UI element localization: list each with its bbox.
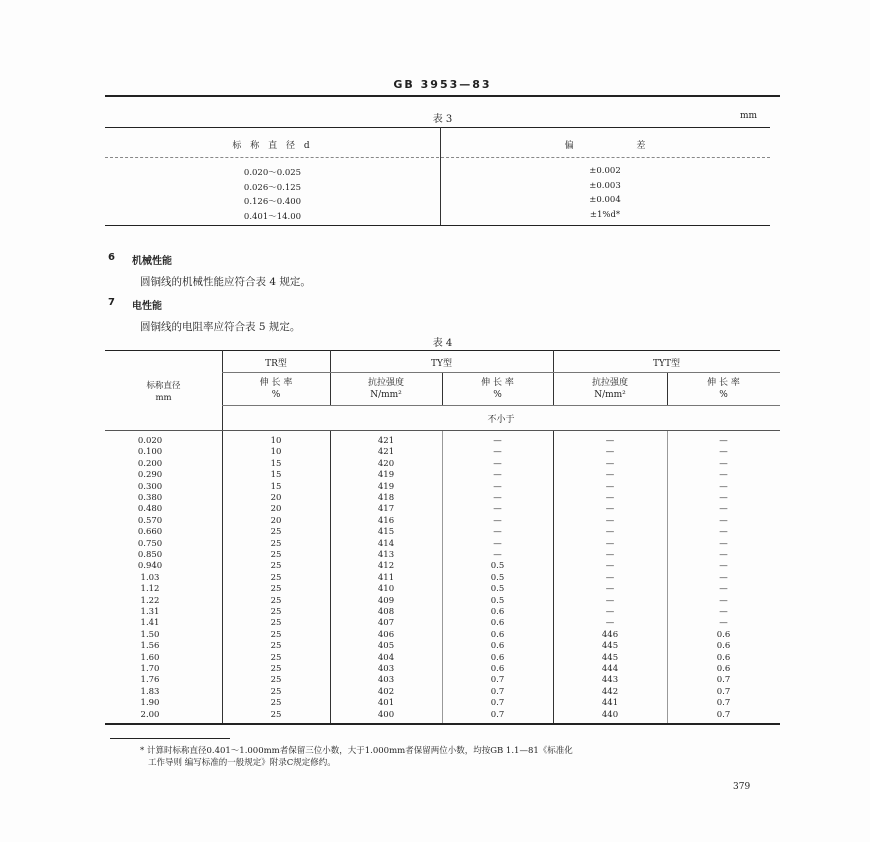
table4-cell-ty-elongation: — (493, 550, 502, 560)
table4-row (105, 698, 780, 709)
table4-cell-ty-tensile: 416 (377, 515, 395, 526)
table4-cell-tyt-elongation: — (719, 470, 728, 481)
table3-cell-deviation: ±0.002 (589, 166, 621, 176)
table4-cell-ty-elongation: — (493, 447, 502, 458)
table4-cell-tyt-tensile: — (605, 572, 615, 583)
table4-cell-tyt-tensile: — (605, 527, 615, 538)
table4-cell-tyt-elongation: 0.7 (716, 698, 731, 709)
table4-cell-tyt-tensile: — (605, 538, 615, 549)
table4-cell-ty-elongation: — (493, 504, 502, 515)
table4-cell-ty-elongation: — (493, 515, 502, 526)
table4-cell-tyt-elongation: — (719, 572, 728, 583)
table4-cell-tyt-elongation: — (719, 447, 728, 458)
table4-cell-diameter: 1.83 (140, 686, 160, 697)
table4-group-tyt: TYT型 (653, 359, 680, 369)
table4-min-label: 不小于 (487, 415, 515, 425)
table4-ty-tensile: 抗拉强度 N/mm² (367, 378, 404, 400)
table4-cell-tr-elongation: 25 (270, 572, 282, 583)
table4-cell-tyt-elongation: 0.7 (716, 675, 731, 686)
table4-tyt-tensile: 抗拉强度 N/mm² (591, 378, 628, 400)
table4-cell-tr-elongation: 20 (270, 504, 282, 515)
table4-cell-tyt-elongation: — (719, 607, 728, 617)
section6-number: 6 (108, 252, 115, 263)
table4-cell-tyt-tensile: 446 (601, 629, 619, 640)
table4-cell-diameter: 1.22 (140, 595, 160, 606)
table4-cell-ty-elongation: 0.5 (490, 584, 505, 595)
table4-cell-ty-tensile: 404 (377, 652, 395, 663)
table4-cell-ty-tensile: 406 (377, 629, 395, 640)
table4-cell-tyt-elongation: 0.6 (716, 664, 731, 674)
table4-cell-diameter: 0.850 (137, 550, 163, 560)
table4-cell-tyt-elongation: — (719, 550, 728, 560)
table4-cell-tyt-elongation: — (719, 584, 728, 595)
table4-row (105, 675, 780, 686)
table4-cell-ty-tensile: 414 (377, 538, 395, 549)
table4-cell-diameter: 2.00 (140, 709, 160, 720)
section6-title: 机械性能 (132, 256, 172, 267)
table3-cell-diameter: 0.020～0.025 (243, 168, 302, 178)
table4-cell-ty-elongation: — (493, 458, 502, 469)
table4-row (105, 618, 780, 629)
table4-cell-tyt-elongation: 0.7 (716, 686, 731, 697)
table4-cell-ty-elongation: — (493, 481, 502, 492)
table4-cell-tr-elongation: 25 (270, 641, 282, 652)
table4-cell-ty-tensile: 409 (377, 595, 395, 606)
table4-row (105, 573, 780, 584)
table4-cell-tr-elongation: 20 (270, 515, 282, 526)
table4-cell-tyt-elongation: — (719, 527, 728, 538)
table4-cell-tyt-elongation: 0.6 (716, 652, 731, 663)
table4-cell-ty-elongation: 0.7 (490, 698, 505, 709)
table4-cell-ty-tensile: 408 (377, 607, 395, 617)
table4-cell-ty-tensile: 412 (377, 561, 395, 572)
table4-row (105, 539, 780, 550)
table3-cell-diameter: 0.026～0.125 (243, 182, 302, 193)
table4-cell-tyt-elongation: — (719, 515, 728, 526)
table4-cell-ty-elongation: 0.6 (490, 664, 505, 674)
table4-cell-tr-elongation: 25 (270, 527, 282, 538)
table4-cell-diameter: 0.020 (137, 436, 163, 446)
table3-cell-deviation: ±0.003 (589, 180, 621, 191)
table4-cell-ty-elongation: 0.6 (490, 641, 505, 652)
table4-cell-tyt-tensile: — (605, 607, 615, 617)
table4-cell-ty-elongation: 0.7 (490, 709, 505, 720)
table4-cell-tyt-elongation: — (719, 595, 728, 606)
table4-cell-ty-tensile: 415 (377, 527, 395, 538)
table4-tyt-elongation: 伸 长 率 % (707, 378, 740, 400)
table4-cell-tyt-tensile: 444 (601, 664, 619, 674)
table4-cell-ty-tensile: 403 (377, 675, 395, 686)
table4-group-tr: TR型 (265, 359, 287, 369)
table4-cell-tyt-tensile: — (605, 561, 615, 572)
table4-cell-tr-elongation: 25 (270, 686, 282, 697)
table4-cell-diameter: 1.76 (140, 675, 160, 686)
table4-cell-diameter: 1.31 (140, 607, 160, 617)
footnote-line2: 工作导则 编写标准的一般规定》附录C规定修约。 (148, 758, 336, 768)
table4-cell-tyt-elongation: — (719, 436, 728, 446)
table4-cell-tr-elongation: 25 (270, 652, 282, 663)
table4-cell-tyt-tensile: 443 (601, 675, 619, 686)
table4-cell-ty-elongation: 0.6 (490, 607, 505, 617)
table4-row (105, 493, 780, 504)
table4-row (105, 664, 780, 675)
section7-text: 圆铜线的电阻率应符合表 5 规定。 (140, 321, 301, 333)
table4-cell-tr-elongation: 10 (270, 436, 282, 446)
table4-cell-diameter: 0.300 (137, 481, 163, 492)
table4-cell-tyt-tensile: — (605, 436, 615, 446)
table4-row (105, 596, 780, 607)
table4-cell-tyt-elongation: — (719, 493, 728, 503)
table4-cell-ty-tensile: 418 (377, 493, 395, 503)
table4-cell-tyt-tensile: — (605, 493, 615, 503)
table4-cell-ty-elongation: 0.7 (490, 686, 505, 697)
table4-cell-tyt-tensile: 442 (601, 686, 619, 697)
table4-cell-ty-tensile: 421 (377, 447, 395, 458)
table4-cell-tyt-tensile: — (605, 515, 615, 526)
table4-cell-tyt-tensile: — (605, 618, 615, 629)
table4-group-ty: TY型 (431, 359, 452, 369)
table4-cell-diameter: 1.90 (140, 698, 160, 709)
table4-cell-tr-elongation: 25 (270, 664, 282, 674)
table4-row (105, 447, 780, 458)
table4-cell-tr-elongation: 25 (270, 709, 282, 720)
table4-cell-diameter: 0.750 (137, 538, 163, 549)
table4-cell-ty-tensile: 400 (377, 709, 395, 720)
table4-rule (222, 405, 780, 406)
table4-cell-ty-elongation: — (493, 470, 502, 481)
section7-number: 7 (108, 297, 115, 308)
table4-cell-ty-tensile: 407 (377, 618, 395, 629)
table4-cell-tyt-elongation: — (719, 481, 728, 492)
table4-cell-tr-elongation: 25 (270, 550, 282, 560)
table4-cell-tyt-elongation: 0.7 (716, 709, 731, 720)
table3-bottom-rule (105, 225, 770, 226)
table4-tr-elongation: 伸 长 率 % (259, 378, 293, 400)
table4-cell-tyt-elongation: 0.6 (716, 629, 731, 640)
table4-cell-ty-tensile: 419 (377, 481, 395, 492)
table4-cell-diameter: 1.50 (140, 629, 160, 640)
table4-title: 表 4 (432, 338, 453, 349)
table4-cell-diameter: 1.56 (140, 641, 160, 652)
table4-cell-tyt-tensile: — (605, 504, 615, 515)
table3-col-diameter: 标 称 直 径 d (232, 141, 313, 151)
table4-row (105, 504, 780, 515)
table4-row (105, 550, 780, 561)
table4-cell-ty-elongation: 0.5 (490, 561, 505, 572)
table4-cell-ty-tensile: 419 (377, 470, 395, 481)
footnote-line1: * 计算时标称直径0.401～1.000mm者保留三位小数，大于1.000mm者保留两位小数，均按GB 1.1—81《标准化 (140, 746, 573, 756)
table4-row (105, 436, 780, 447)
table4-cell-tyt-tensile: — (605, 458, 615, 469)
table4-cell-tyt-elongation: — (719, 504, 728, 515)
table4-rule (222, 372, 780, 373)
table3-top-rule (105, 127, 770, 128)
table4-cell-diameter: 0.940 (137, 561, 163, 572)
table4-cell-tr-elongation: 25 (270, 618, 282, 629)
table4-cell-tr-elongation: 20 (270, 493, 282, 503)
table4-cell-diameter: 0.660 (137, 527, 163, 538)
table4-row (105, 470, 780, 481)
table4-cell-tyt-elongation: — (719, 618, 728, 629)
table4-cell-tyt-elongation: — (719, 538, 728, 549)
table4-bottom-rule (105, 723, 780, 725)
table4-cell-ty-tensile: 421 (377, 436, 395, 446)
table4-cell-ty-tensile: 411 (377, 572, 395, 583)
table3-col-deviation: 偏 差 (564, 141, 646, 151)
table4-cell-tr-elongation: 25 (270, 607, 282, 617)
table4-cell-ty-elongation: 0.6 (490, 618, 505, 629)
table4-cell-ty-tensile: 405 (377, 641, 395, 652)
table4-cell-ty-tensile: 403 (377, 664, 395, 674)
table4-cell-ty-elongation: — (493, 436, 502, 446)
table4-cell-diameter: 1.03 (140, 572, 160, 583)
table4-cell-tr-elongation: 15 (270, 481, 282, 492)
table4-cell-diameter: 1.12 (140, 584, 160, 595)
table4-cell-ty-elongation: 0.5 (490, 572, 505, 583)
table4-cell-tyt-tensile: — (605, 470, 615, 481)
table4-cell-tyt-tensile: — (605, 481, 615, 492)
table4-cell-tyt-tensile: — (605, 447, 615, 458)
table4-cell-tyt-tensile: — (605, 595, 615, 606)
table4-cell-tr-elongation: 15 (270, 470, 282, 481)
page-number: 379 (733, 782, 751, 792)
table3-unit: mm (740, 111, 758, 121)
table4-row (105, 482, 780, 493)
table4-top-rule (105, 350, 780, 351)
table4-cell-diameter: 0.380 (137, 493, 163, 503)
table4-cell-ty-elongation: 0.5 (490, 595, 505, 606)
table4-ty-elongation: 伸 长 率 % (481, 378, 514, 400)
section6-text: 圆铜线的机械性能应符合表 4 规定。 (140, 276, 311, 288)
table4-cell-tyt-tensile: 445 (601, 652, 619, 663)
table4-cell-tyt-elongation: — (719, 458, 728, 469)
table3-title: 表 3 (432, 114, 453, 125)
table4-cell-tr-elongation: 25 (270, 538, 282, 549)
table4-cell-tyt-elongation: 0.6 (716, 641, 731, 652)
table4-row (105, 653, 780, 664)
table4-cell-ty-tensile: 420 (377, 458, 395, 469)
table3-cell-deviation: ±1%d* (589, 209, 621, 220)
table3-header-rule (105, 157, 770, 158)
table4-cell-tyt-elongation: — (719, 561, 728, 572)
table4-cell-ty-elongation: 0.6 (490, 652, 505, 663)
table4-cell-diameter: 0.570 (137, 515, 163, 526)
header-rule (105, 95, 780, 97)
table4-cell-ty-tensile: 410 (377, 584, 395, 595)
table4-cell-ty-elongation: — (493, 527, 502, 538)
table4-cell-tr-elongation: 25 (270, 629, 282, 640)
table4-row (105, 561, 780, 572)
table4-row (105, 630, 780, 641)
table4-cell-diameter: 0.100 (137, 447, 163, 458)
table4-cell-diameter: 0.480 (137, 504, 163, 515)
table4-cell-diameter: 0.290 (137, 470, 163, 481)
table4-row (105, 641, 780, 652)
table4-cell-ty-elongation: — (493, 493, 502, 503)
table4-cell-tyt-tensile: — (605, 584, 615, 595)
table4-cell-ty-elongation: 0.6 (490, 629, 505, 640)
table4-cell-ty-tensile: 417 (377, 504, 395, 515)
table4-cell-tr-elongation: 25 (270, 595, 282, 606)
table4-col-diameter: 标称直径 mm (146, 381, 181, 403)
table4-cell-tr-elongation: 25 (270, 698, 282, 709)
table3-cell-diameter: 0.401～14.00 (243, 211, 302, 222)
table4-cell-tr-elongation: 25 (270, 561, 282, 572)
table4-row (105, 607, 780, 618)
table4-row (105, 459, 780, 470)
table4-cell-ty-elongation: 0.7 (490, 675, 505, 686)
table4-row (105, 516, 780, 527)
table4-header-rule (105, 430, 780, 431)
table4-cell-diameter: 1.70 (140, 664, 160, 674)
table4-row (105, 710, 780, 721)
table4-cell-ty-tensile: 401 (377, 698, 395, 709)
table4-cell-tr-elongation: 15 (270, 458, 282, 469)
table4-cell-tyt-tensile: — (605, 550, 615, 560)
table3-cell-diameter: 0.126～0.400 (243, 197, 302, 207)
standard-header: GB 3953—83 (393, 78, 492, 91)
footnote-rule (110, 738, 230, 739)
table4-cell-ty-elongation: — (493, 538, 502, 549)
table4-cell-tyt-tensile: 441 (601, 698, 619, 709)
table4-row (105, 687, 780, 698)
table4-cell-tyt-tensile: 445 (601, 641, 619, 652)
table4-cell-tr-elongation: 10 (270, 447, 282, 458)
table4-cell-diameter: 0.200 (137, 458, 163, 469)
section7-title: 电性能 (132, 301, 162, 312)
table4-cell-tr-elongation: 25 (270, 584, 282, 595)
table4-cell-diameter: 1.60 (140, 652, 160, 663)
table4-cell-tr-elongation: 25 (270, 675, 282, 686)
table4-row (105, 527, 780, 538)
table4-cell-tyt-tensile: 440 (601, 709, 619, 720)
table4-cell-ty-tensile: 413 (377, 550, 395, 560)
table4-cell-diameter: 1.41 (140, 618, 160, 629)
table4-cell-ty-tensile: 402 (377, 686, 395, 697)
table4-row (105, 584, 780, 595)
table3-cell-deviation: ±0.004 (589, 195, 621, 205)
